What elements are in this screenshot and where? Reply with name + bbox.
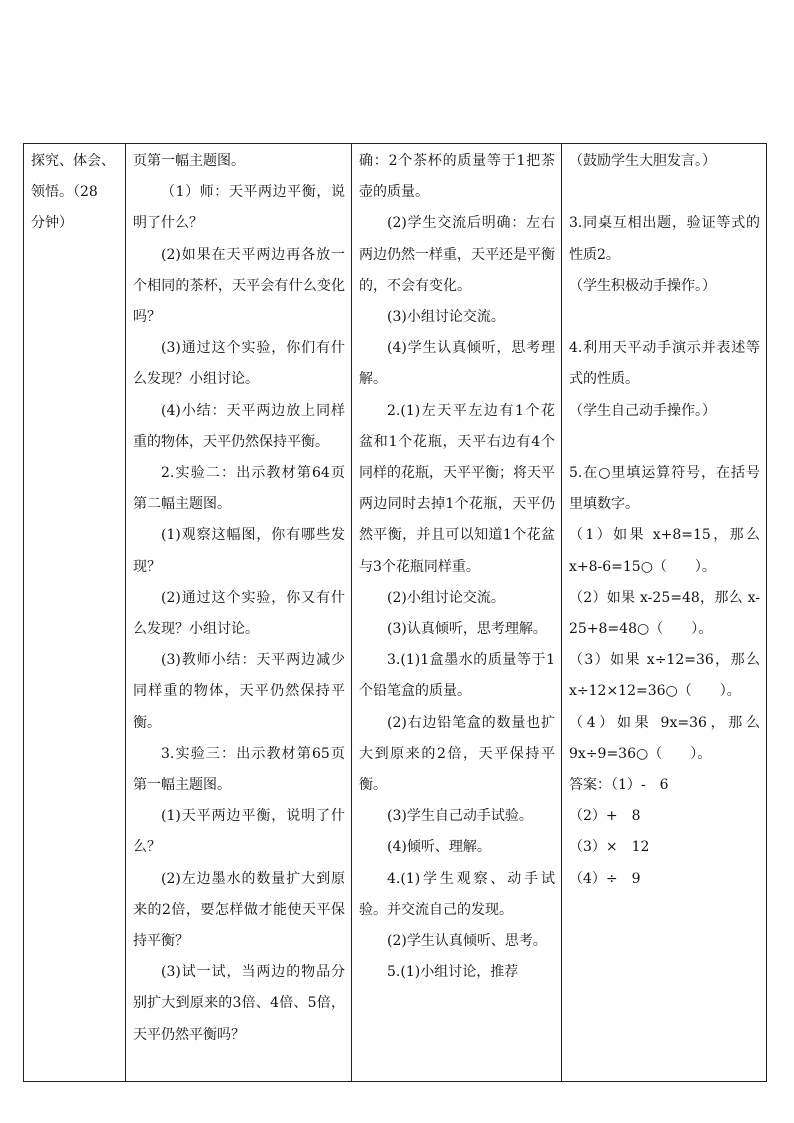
paragraph: 确：2个茶杯的质量等于1把茶壶的质量。 bbox=[359, 153, 555, 201]
student-activity-cell bbox=[352, 144, 561, 1081]
paragraph: (4)学生认真倾听，思考理解。 bbox=[359, 340, 555, 388]
paragraph: (3)学生自己动手试验。 bbox=[387, 808, 533, 825]
paragraph: (2)右边铅笔盒的数量也扩大到原来的2倍，天平保持平衡。 bbox=[359, 714, 555, 794]
intent-column bbox=[562, 144, 767, 1082]
paragraph: （4）÷ 9 bbox=[569, 870, 641, 887]
paragraph: (2)如果在天平两边再各放一个相同的茶杯，天平会有什么变化吗？ bbox=[133, 246, 345, 326]
teacher-column bbox=[126, 144, 352, 1082]
paragraph: （鼓励学生大胆发言。） bbox=[569, 153, 716, 169]
paragraph: (4)小结：天平两边放上同样重的物体，天平仍然保持平衡。 bbox=[133, 402, 345, 450]
stage-cell bbox=[24, 144, 125, 1081]
paragraph: 5.(1)小组讨论，推荐 bbox=[387, 964, 519, 981]
paragraph: (2)学生认真倾听、思考。 bbox=[387, 933, 547, 950]
paragraph: (4)倾听、理解。 bbox=[387, 839, 491, 856]
paragraph: 探究、体会、 bbox=[31, 153, 115, 169]
paragraph: 领悟。（28 bbox=[31, 184, 98, 201]
paragraph: (2)学生交流后明确：左右两边仍然一样重，天平还是平衡的，不会有变化。 bbox=[359, 215, 555, 294]
paragraph: (3)教师小结：天平两边减少同样重的物体，天平仍然保持平衡。 bbox=[133, 652, 345, 731]
paragraph: （3）× 12 bbox=[569, 839, 650, 856]
paragraph: (3)小组讨论交流。 bbox=[387, 309, 505, 326]
paragraph: （2）如果 x-25=48，那么 x-25+8=48○（ ）。 bbox=[569, 589, 760, 637]
table-row bbox=[24, 144, 767, 1082]
paragraph bbox=[569, 302, 760, 333]
paragraph bbox=[569, 177, 760, 208]
paragraph: 3.(1)1盒墨水的质量等于1个铅笔盒的质量。 bbox=[359, 652, 555, 700]
paragraph: （3）如果 x÷12=36，那么 x÷12×12=36○（ ）。 bbox=[569, 652, 760, 700]
lesson-plan-table bbox=[23, 143, 767, 1082]
paragraph: (1)观察这幅图，你有哪些发现？ bbox=[133, 527, 345, 575]
paragraph: （1）师：天平两边平衡，说明了什么？ bbox=[133, 184, 345, 232]
stage-column bbox=[24, 144, 126, 1082]
teacher-activity-cell bbox=[126, 144, 351, 1081]
paragraph: (3)通过这个实验，你们有什么发现？小组讨论。 bbox=[133, 340, 345, 388]
paragraph: （1）如果 x+8=15，那么 x+8-6=15○（ ）。 bbox=[569, 527, 760, 575]
paragraph: (2)通过这个实验，你又有什么发现？小组讨论。 bbox=[133, 589, 345, 638]
paragraph: （学生积极动手操作。） bbox=[569, 277, 716, 294]
paragraph: （4）如果 9x=36，那么 9x÷9=36○（ ）。 bbox=[569, 714, 760, 762]
paragraph: 分钟） bbox=[31, 215, 73, 232]
paragraph: （学生自己动手操作。） bbox=[569, 402, 716, 419]
paragraph: (1)天平两边平衡，说明了什么？ bbox=[133, 808, 345, 856]
paragraph: 5.在○里填运算符号，在括号里填数字。 bbox=[569, 464, 760, 513]
paragraph: (2)小组讨论交流。 bbox=[387, 589, 505, 606]
paragraph: 页第一幅主题图。 bbox=[133, 153, 245, 169]
paragraph: (3)试一试，当两边的物品分别扩大到原来的3倍、4倍、5倍，天平仍然平衡吗？ bbox=[133, 964, 345, 1043]
paragraph: (3)认真倾听，思考理解。 bbox=[387, 621, 547, 638]
paragraph: 4.(1)学生观察、动手试验。并交流自己的发现。 bbox=[359, 870, 555, 918]
paragraph: 2.(1)左天平左边有1个花盆和1个花瓶，天平右边有4个同样的花瓶，天平平衡；将天平两边同时去掉1个花瓶，天平仍然平衡，并且可以知道1个花盆与3个花瓶同样重。 bbox=[359, 402, 555, 575]
student-column bbox=[352, 144, 562, 1082]
paragraph: 2.实验二：出示教材第64页第二幅主题图。 bbox=[133, 465, 345, 513]
design-intent-cell bbox=[562, 144, 766, 1081]
paragraph: (2)左边墨水的数量扩大到原来的2倍，要怎样做才能使天平保持平衡？ bbox=[133, 870, 345, 950]
paragraph: （2）+ 8 bbox=[569, 808, 641, 825]
paragraph: 3.同桌互相出题，验证等式的性质2。 bbox=[569, 215, 760, 263]
paragraph: 3.实验三：出示教材第65页第一幅主题图。 bbox=[133, 745, 345, 794]
paragraph: 答案：（1）- 6 bbox=[569, 777, 669, 794]
paragraph bbox=[569, 427, 760, 458]
paragraph: 4.利用天平动手演示并表述等式的性质。 bbox=[569, 340, 760, 388]
